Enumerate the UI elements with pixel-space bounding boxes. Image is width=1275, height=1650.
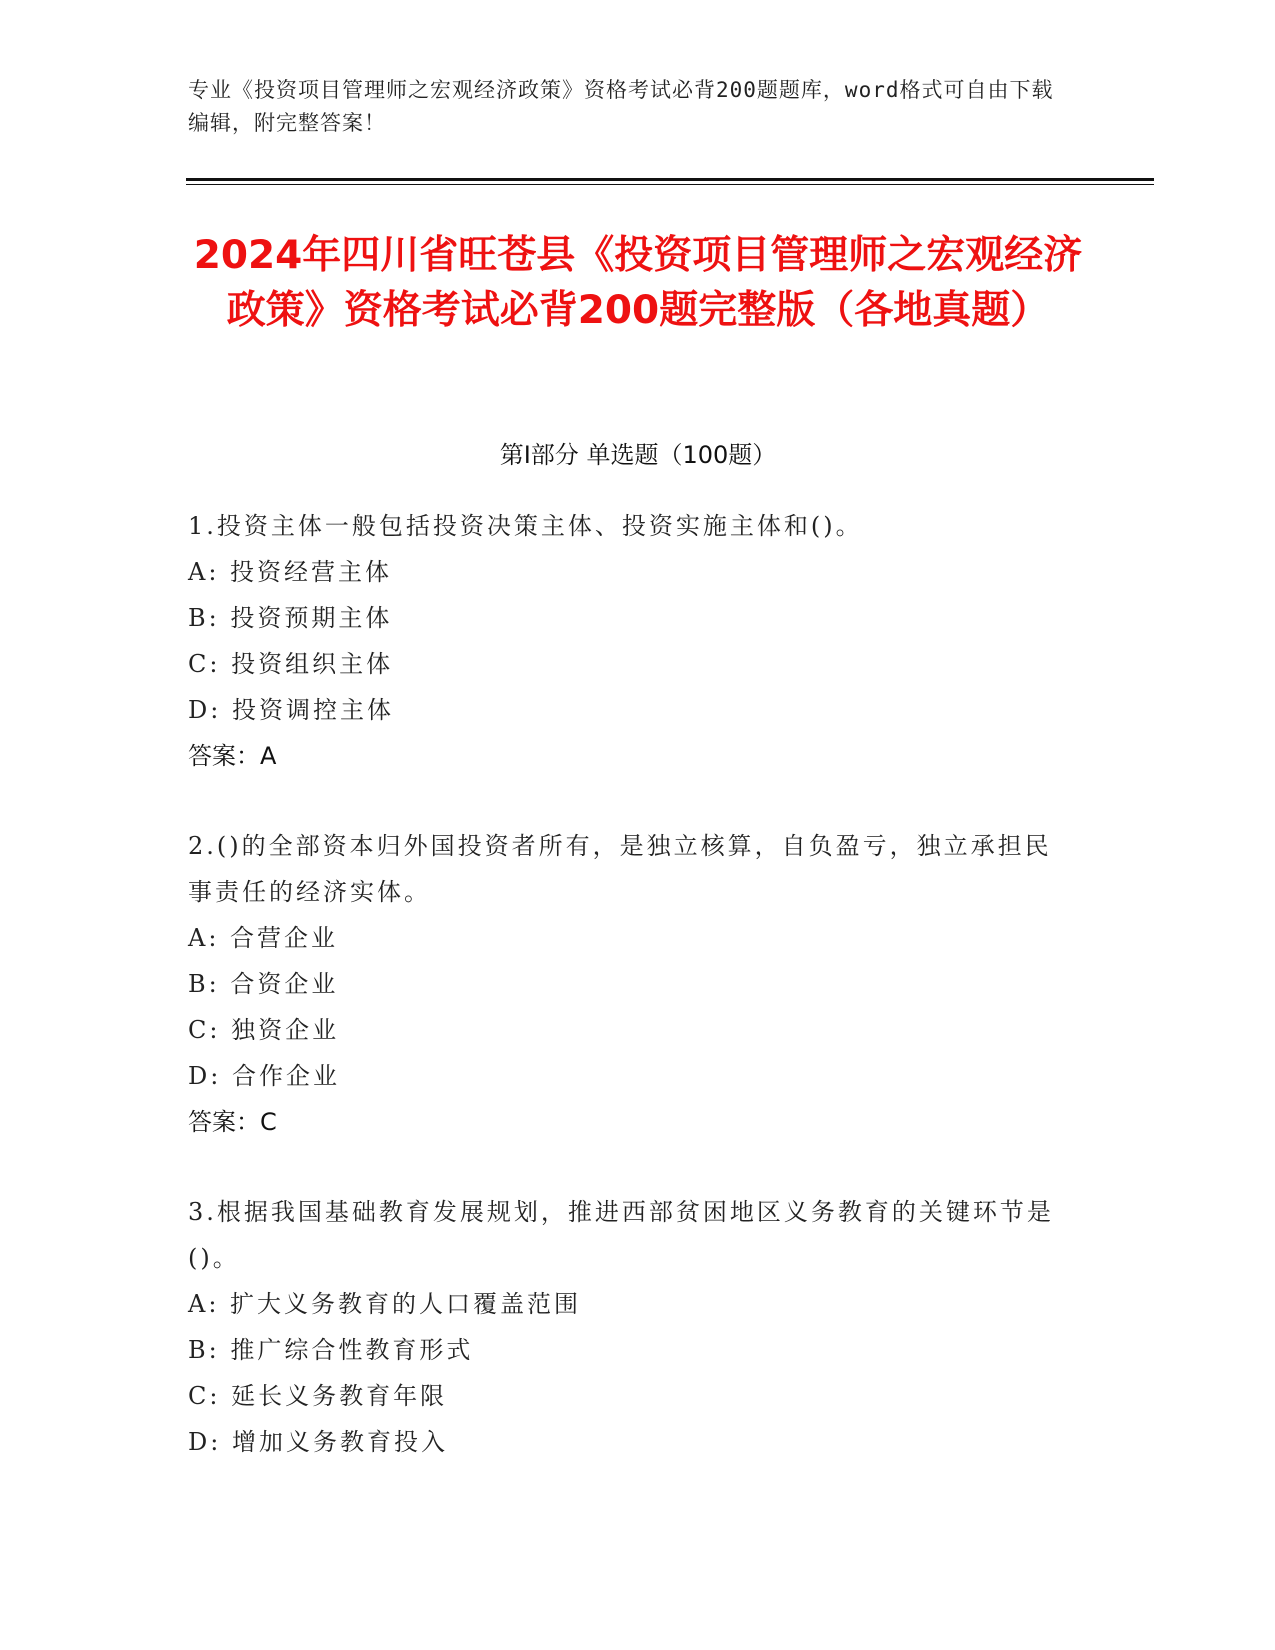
option-b: B: 推广综合性教育形式 (188, 1336, 474, 1364)
option-d: D: 投资调控主体 (188, 696, 394, 724)
option-b: B: 合资企业 (188, 970, 339, 998)
option-c: C: 投资组织主体 (188, 650, 394, 678)
option-b: B: 投资预期主体 (188, 604, 393, 632)
question-2 (188, 823, 1068, 1145)
document-title: 2024年四川省旺苍县《投资项目管理师之宏观经济政策》资格考试必背200题完整版（各地真题） (193, 233, 1083, 333)
header-rule-thin (186, 184, 1154, 185)
question-1 (188, 503, 1068, 779)
option-c: C: 独资企业 (188, 1016, 340, 1044)
question-stem: 3.根据我国基础教育发展规划，推进西部贫困地区义务教育的关键环节是()。 (188, 1198, 1054, 1272)
option-a: A: 投资经营主体 (188, 558, 393, 586)
header-note: 专业《投资项目管理师之宏观经济政策》资格考试必背200题题库，word格式可自由下载编辑，附完整答案！ (188, 78, 1054, 135)
option-a: A: 扩大义务教育的人口覆盖范围 (188, 1290, 582, 1318)
option-c: C: 延长义务教育年限 (188, 1382, 448, 1410)
question-3 (188, 1189, 1068, 1465)
section-title: 第I部分 单选题（100题） (499, 441, 777, 469)
question-stem: 2.()的全部资本归外国投资者所有，是独立核算，自负盈亏，独立承担民事责任的经济实体。 (188, 832, 1052, 906)
option-d: D: 合作企业 (188, 1062, 340, 1090)
header-rule-thick (186, 178, 1154, 181)
option-d: D: 增加义务教育投入 (188, 1428, 448, 1456)
option-a: A: 合营企业 (188, 924, 339, 952)
answer: 答案：C (188, 1108, 277, 1136)
answer: 答案：A (188, 742, 277, 770)
question-stem: 1.投资主体一般包括投资决策主体、投资实施主体和()。 (188, 512, 863, 540)
